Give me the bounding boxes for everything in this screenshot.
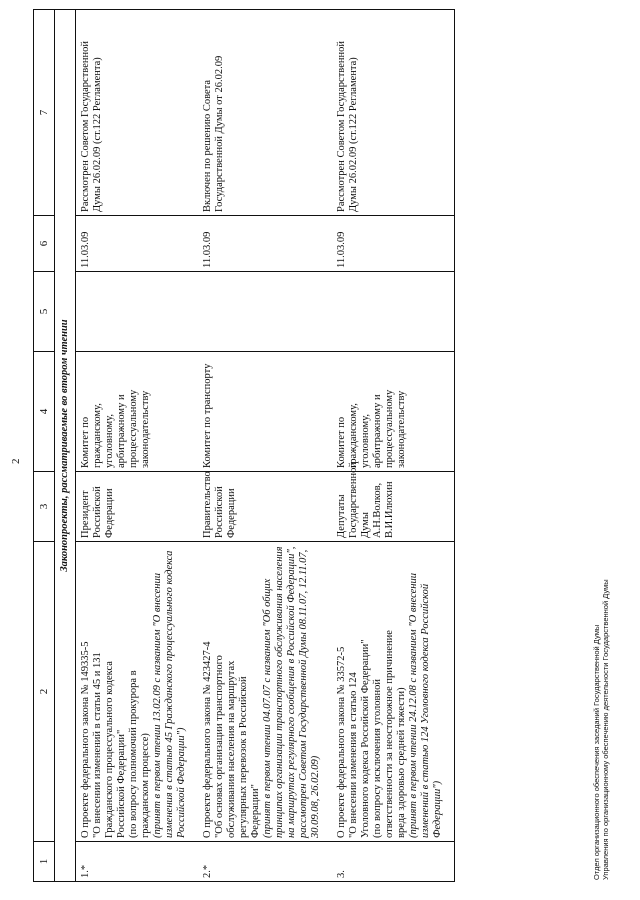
bill-line: Уголовного кодекса Российской Федерации" [360, 639, 371, 838]
agenda-table [33, 9, 455, 882]
bill-line: "О внесении изменений в статьи 45 и 131 [92, 652, 103, 838]
initiator: Президент Российской Федерации [76, 472, 199, 542]
initiator: Правительство Российской Федерации [198, 472, 332, 542]
bill-line: (по вопросу полномочий прокурора в [128, 670, 139, 838]
footer-line: Управления по организационному обеспечению деятельности Государственной Думы [601, 579, 610, 880]
row-number: 3. [332, 842, 455, 882]
committee: Комитет по гражданскому, уголовному, арбитражному и процессуальному законодательству [332, 352, 455, 472]
column-number-row [34, 10, 55, 882]
bill-note: (принят в первом чтении 04.07.07 с названием "Об общих принципах организации транспортного обслуживания населения на маршрутах регулярного сообщения в Российской Федерации", рассмотрен Советом Государственной Думы 08.11.07, 12.11.07, 30.09.08, 26.02.09) [262, 546, 321, 838]
col-header-5: 5 [34, 272, 55, 352]
col-header-3: 3 [34, 472, 55, 542]
footer-line: Отдел организационного обеспечения заседаний Государственной Думы [592, 624, 601, 880]
section-row [55, 10, 76, 882]
initiator: Депутаты Государственной Думы А.Н.Волков, В.И.Илюхин [332, 472, 455, 542]
date: 11.03.09 [332, 216, 455, 272]
bill-note: (принят в первом чтении 13.02.09 с названием "О внесении изменения в статью 45 Гражданского процессуального кодекса Российской Федерации") [152, 550, 187, 838]
bill-line: Гражданского процессуального кодекса [104, 661, 115, 838]
column-5-cell [198, 272, 332, 352]
column-5-cell [332, 272, 455, 352]
footer [592, 579, 610, 880]
committee: Комитет по транспорту [198, 352, 332, 472]
bill-cell [332, 542, 455, 842]
date: 11.03.09 [76, 216, 199, 272]
column-5-cell [76, 272, 199, 352]
bill-line: вреда здоровью средней тяжести) [396, 687, 407, 838]
bill-line: регулярных перевозок в Российской [238, 676, 249, 838]
col-header-6: 6 [34, 216, 55, 272]
bill-line: гражданском процессе) [140, 733, 151, 838]
bill-line: ответственности за неосторожное причинение [384, 630, 395, 838]
status: Рассмотрен Советом Государственной Думы 26.02.09 (ст.122 Регламента) [76, 10, 199, 216]
table-row [76, 10, 199, 882]
bill-line: обслуживания населения на маршрутах [226, 660, 237, 838]
row-number: 2.* [198, 842, 332, 882]
bill-line: О проекте федерального закона № 423427-4 [202, 641, 213, 838]
bill-cell [76, 542, 199, 842]
section-title: Законопроекты, рассматриваемые во втором чтении [55, 10, 76, 882]
bill-line: О проекте федерального закона № 149335-5 [80, 641, 91, 838]
bill-line: О проекте федерального закона № 33572-5 [336, 646, 347, 838]
table-row [332, 10, 455, 882]
col-header-2: 2 [34, 542, 55, 842]
status: Рассмотрен Советом Государственной Думы 26.02.09 (ст.122 Регламента) [332, 10, 455, 216]
bill-line: Российской Федерации" [116, 729, 127, 838]
col-header-4: 4 [34, 352, 55, 472]
page-number: 2 [10, 458, 22, 464]
bill-cell [198, 542, 332, 842]
table-row [198, 10, 332, 882]
committee: Комитет по гражданскому, уголовному, арбитражному и процессуальному законодательству [76, 352, 199, 472]
bill-line: (по вопросу исключения уголовной [372, 679, 383, 838]
col-header-7: 7 [34, 10, 55, 216]
status: Включен по решению Совета Государственной Думы от 26.02.09 [198, 10, 332, 216]
row-number: 1.* [76, 842, 199, 882]
bill-line: "Об основах организации транспортного [214, 655, 225, 838]
bill-line: "О внесении изменения в статью 124 [348, 672, 359, 838]
bill-line: Федерации" [250, 784, 261, 838]
col-header-1: 1 [34, 842, 55, 882]
bill-note: (принят в первом чтении 24.12.08 с названием "О внесении изменений в статью 124 Уголовного кодекса Российской Федерации") [408, 572, 443, 838]
date: 11.03.09 [198, 216, 332, 272]
